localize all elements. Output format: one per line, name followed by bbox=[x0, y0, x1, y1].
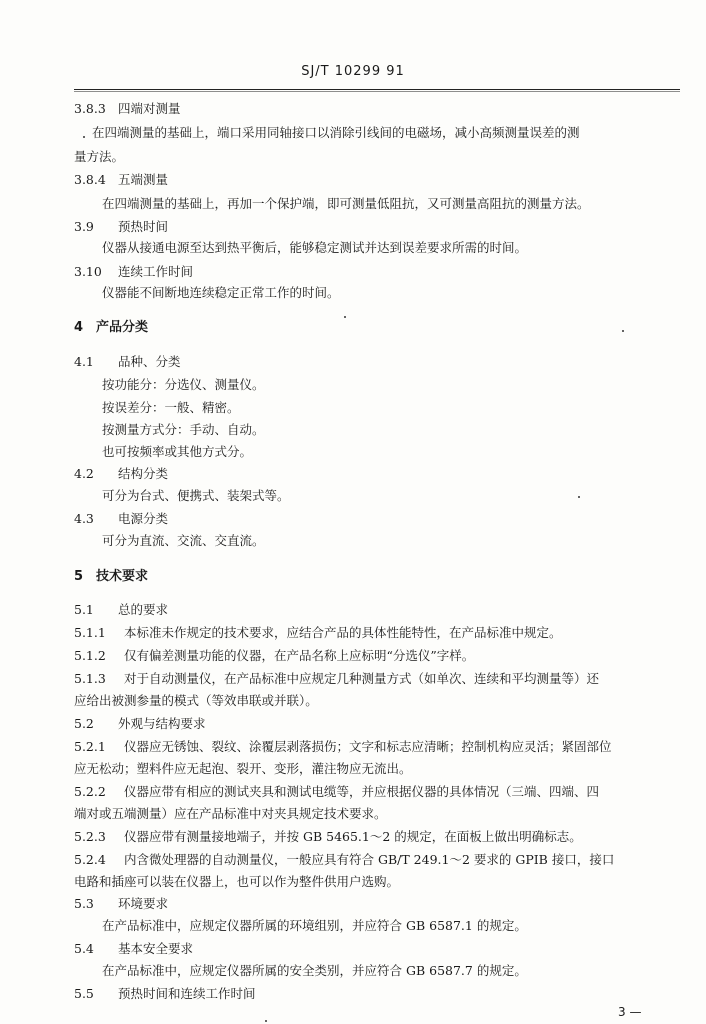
clause-4-2-body: 可分为台式、便携式、装架式等。 bbox=[102, 488, 290, 503]
clause-3-8-4-body: 在四端测量的基础上，再加一个保护端，即可测量低阻抗，又可测量高阻抗的测量方法。 bbox=[102, 196, 590, 211]
clause-5-4-heading: 5.4 基本安全要求 bbox=[74, 941, 194, 956]
scan-speck bbox=[578, 496, 580, 498]
header-rule-secondary bbox=[74, 91, 680, 92]
clause-5-1-3-cont: 应给出被测参量的模式（等效串联或并联）。 bbox=[74, 693, 318, 708]
scan-speck bbox=[265, 1020, 267, 1022]
clause-5-1-3: 5.1.3 对于自动测量仪，在产品标准中应规定几种测量方式（如单次、连续和平均测量等）还 bbox=[74, 671, 600, 686]
page-number: 3 — bbox=[618, 1005, 642, 1019]
clause-5-2-heading: 5.2 外观与结构要求 bbox=[74, 716, 206, 731]
clause-5-2-1-cont: 应无松动；塑料件应无起泡、裂开、变形，灌注物应无流出。 bbox=[74, 761, 412, 776]
clause-3-8-3-body-2: 量方法。 bbox=[74, 149, 125, 164]
clause-4-1-item-3: 按测量方式分：手动、自动。 bbox=[102, 422, 265, 437]
clause-4-1-heading: 4.1 品种、分类 bbox=[74, 354, 181, 369]
clause-4-1-item-2: 按误差分：一般、精密。 bbox=[102, 400, 240, 415]
clause-5-1-heading: 5.1 总的要求 bbox=[74, 602, 169, 617]
clause-5-2-1: 5.2.1 仪器应无锈蚀、裂纹、涂覆层剥落损伤；文字和标志应清晰；控制机构应灵活；紧固部位 bbox=[74, 739, 612, 754]
section-4-heading: 4 产品分类 bbox=[74, 320, 149, 335]
clause-3-10-body: 仪器能不间断地连续稳定正常工作的时间。 bbox=[102, 285, 340, 300]
header-rule bbox=[74, 89, 680, 90]
clause-5-2-4: 5.2.4 内含微处理器的自动测量仪，一般应具有符合 GB/T 249.1～2 要求的 GPIB 接口，接口 bbox=[74, 852, 615, 867]
clause-4-1-item-1: 按功能分：分选仪、测量仪。 bbox=[102, 377, 265, 392]
clause-5-2-2: 5.2.2 仪器应带有相应的测试夹具和测试电缆等，并应根据仪器的具体情况（三端、四端、四 bbox=[74, 784, 600, 799]
clause-4-2-heading: 4.2 结构分类 bbox=[74, 466, 169, 481]
scan-speck bbox=[83, 136, 85, 138]
clause-5-2-2-cont: 端对或五端测量）应在产品标准中对夹具规定技术要求。 bbox=[74, 806, 387, 821]
clause-3-8-3-body-1: 在四端测量的基础上，端口采用同轴接口以消除引线间的电磁场，减小高频测量误差的测 bbox=[92, 125, 580, 140]
clause-4-3-heading: 4.3 电源分类 bbox=[74, 511, 169, 526]
clause-3-8-4-heading: 3.8.4 五端测量 bbox=[74, 172, 169, 187]
scan-speck bbox=[622, 330, 624, 332]
clause-5-5-heading: 5.5 预热时间和连续工作时间 bbox=[74, 986, 256, 1001]
clause-5-4-body: 在产品标准中，应规定仪器所属的安全类别，并应符合 GB 6587.7 的规定。 bbox=[102, 963, 527, 978]
clause-4-3-body: 可分为直流、交流、交直流。 bbox=[102, 533, 265, 548]
section-5-heading: 5 技术要求 bbox=[74, 569, 149, 584]
clause-3-9-heading: 3.9 预热时间 bbox=[74, 219, 169, 234]
clause-5-2-4-cont: 电路和插座可以装在仪器上，也可以作为整件供用户选购。 bbox=[74, 874, 400, 889]
clause-5-1-1: 5.1.1 本标准未作规定的技术要求，应结合产品的具体性能特性，在产品标准中规定。 bbox=[74, 625, 562, 640]
clause-5-3-body: 在产品标准中，应规定仪器所属的环境组别，并应符合 GB 6587.1 的规定。 bbox=[102, 918, 527, 933]
standard-number: SJ/T 10299 91 bbox=[301, 64, 405, 79]
clause-5-1-2: 5.1.2 仅有偏差测量功能的仪器，在产品名称上应标明“分选仪”字样。 bbox=[74, 648, 475, 663]
clause-3-10-heading: 3.10 连续工作时间 bbox=[74, 264, 194, 279]
clause-5-2-3: 5.2.3 仪器应带有测量接地端子，并按 GB 5465.1～2 的规定，在面板上做出明确标志。 bbox=[74, 829, 582, 844]
scan-speck bbox=[344, 316, 346, 318]
clause-3-9-body: 仪器从接通电源至达到热平衡后，能够稳定测试并达到误差要求所需的时间。 bbox=[102, 240, 528, 255]
clause-5-3-heading: 5.3 环境要求 bbox=[74, 896, 169, 911]
clause-4-1-item-4: 也可按频率或其他方式分。 bbox=[102, 444, 253, 459]
clause-3-8-3-heading: 3.8.3 四端对测量 bbox=[74, 101, 181, 116]
